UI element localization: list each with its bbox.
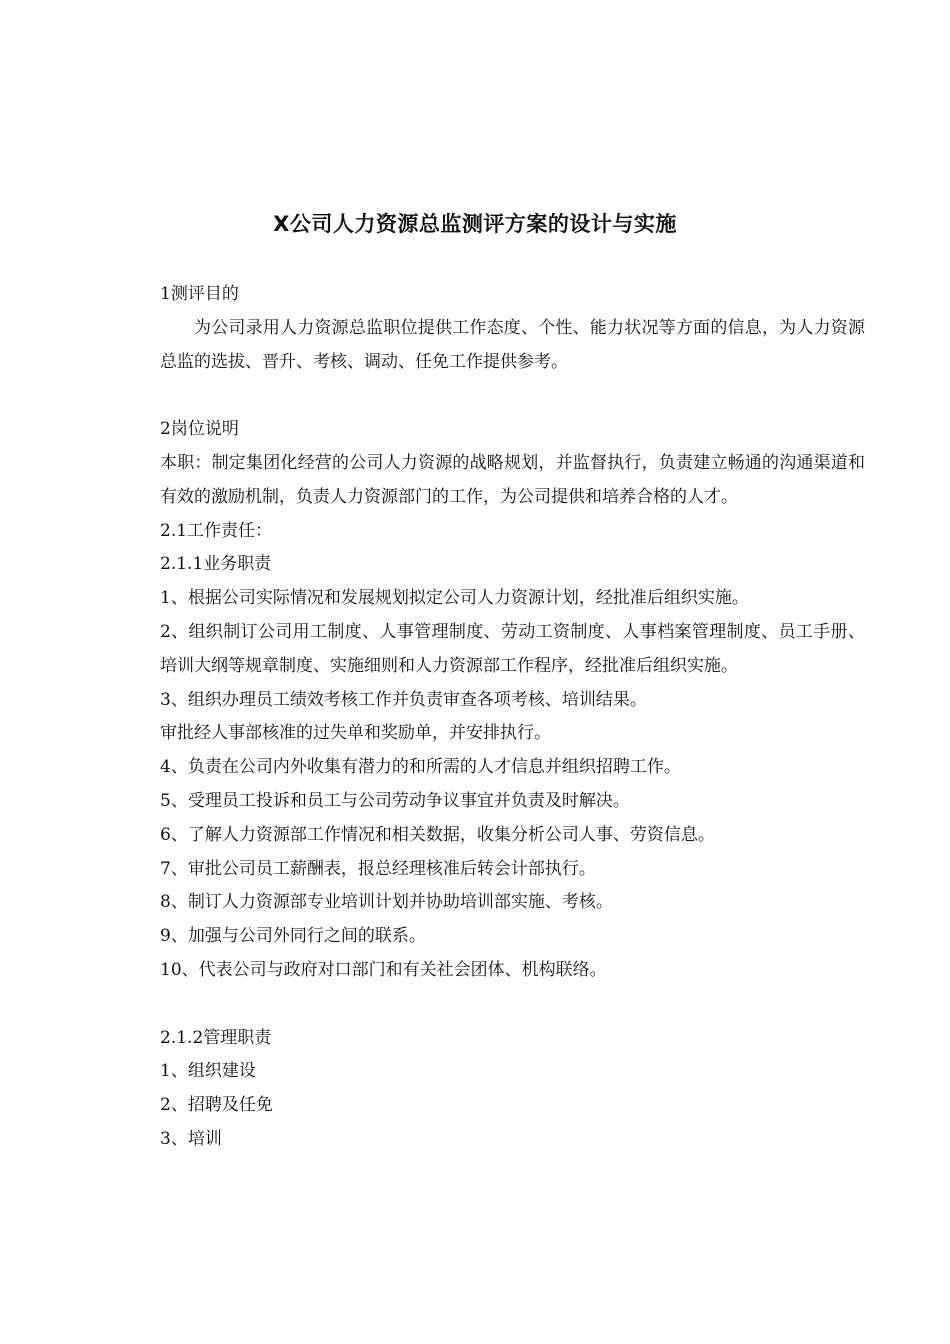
business-duties-heading: 2.1.1业务职责	[160, 554, 272, 575]
duty-paragraph: 本职：制定集团化经营的公司人力资源的战略规划，并监督执行，负责建立畅通的沟通渠道和有效的激励机制，负责人力资源部门的工作，为公司提供和培养合格的人才。	[160, 452, 865, 507]
business-item: 7、审批公司员工薪酬表，报总经理核准后转会计部执行。	[160, 858, 596, 879]
business-item: 4、负责在公司内外收集有潜力的和所需的人才信息并组织招聘工作。	[160, 757, 681, 778]
business-item: 2、组织制订公司用工制度、人事管理制度、劳动工资制度、人事档案管理制度、员工手册、培训大纲等规章制度、实施细则和人力资源部工作程序，经批准后组织实施。	[160, 621, 865, 676]
business-item: 5、受理员工投诉和员工与公司劳动争议事宜并负责及时解决。	[160, 790, 630, 811]
section-heading-position: 2岗位说明	[160, 419, 239, 440]
document-body	[160, 278, 865, 1157]
business-item: 1、根据公司实际情况和发展规划拟定公司人力资源计划，经批准后组织实施。	[160, 588, 749, 609]
blank-line	[160, 988, 865, 1022]
management-item: 1、组织建设	[160, 1061, 256, 1082]
management-item: 3、培训	[160, 1128, 222, 1149]
section-heading-purpose: 1测评目的	[160, 284, 239, 304]
management-duties-heading: 2.1.2管理职责	[160, 1027, 272, 1048]
sub-heading-responsibilities: 2.1工作责任：	[160, 520, 273, 541]
blank-line	[160, 379, 865, 413]
management-item: 2、招聘及任免	[160, 1095, 273, 1116]
business-item: 6、了解人力资源部工作情况和相关数据，收集分析公司人事、劳资信息。	[160, 824, 715, 845]
business-item: 8、制订人力资源部专业培训计划并协助培训部实施、考核。	[160, 892, 613, 913]
business-item: 3、组织办理员工绩效考核工作并负责审查各项考核、培训结果。	[160, 689, 647, 710]
business-item: 审批经人事部核准的过失单和奖励单，并安排执行。	[160, 723, 551, 744]
document-title: X公司人力资源总监测评方案的设计与实施	[273, 212, 677, 236]
business-item: 9、加强与公司外同行之间的联系。	[160, 926, 426, 947]
business-item: 10、代表公司与政府对口部门和有关社会团体、机构联络。	[160, 959, 607, 980]
purpose-paragraph: 为公司录用人力资源总监职位提供工作态度、个性、能力状况等方面的信息，为人力资源总监的选拔、晋升、考核、调动、任免工作提供参考。	[160, 317, 865, 372]
